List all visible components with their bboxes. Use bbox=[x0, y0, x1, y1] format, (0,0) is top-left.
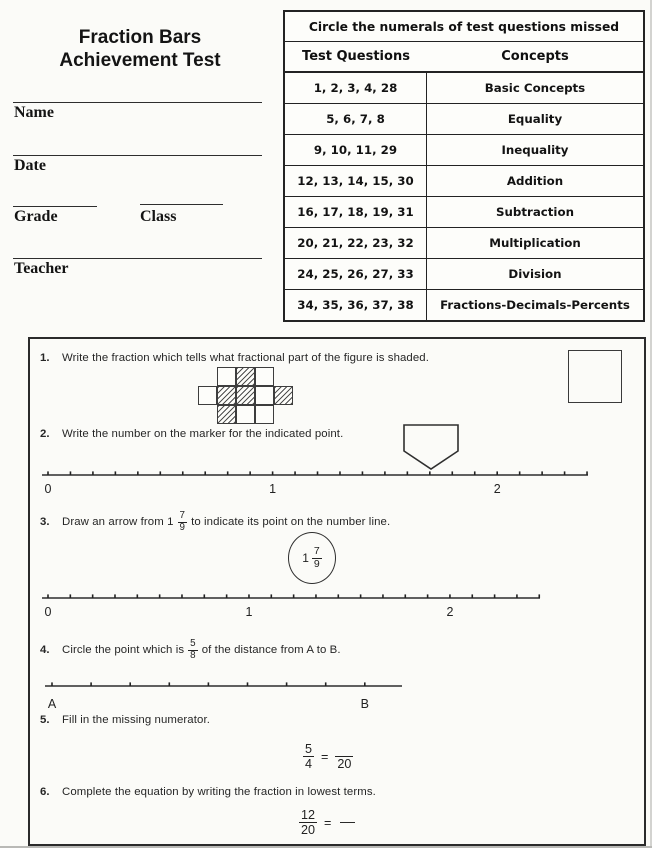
question-4 bbox=[40, 639, 341, 662]
figure-cell bbox=[198, 386, 217, 405]
score-table-row bbox=[285, 290, 643, 320]
answer-blank-line bbox=[340, 822, 355, 823]
question-2 bbox=[40, 428, 343, 440]
fraction-denominator: 9 bbox=[179, 521, 186, 533]
page-title-line2: Achievement Test bbox=[59, 50, 221, 71]
marker-pentagon bbox=[402, 423, 462, 473]
question-6 bbox=[40, 786, 376, 798]
fraction-5-4 bbox=[303, 742, 314, 772]
score-row-concept: Basic Concepts bbox=[484, 81, 586, 95]
answer-box bbox=[568, 350, 622, 403]
score-table-row bbox=[285, 135, 643, 166]
score-table-header bbox=[285, 42, 643, 73]
score-table-row bbox=[285, 197, 643, 228]
fraction-denominator: 9 bbox=[313, 557, 320, 570]
fraction-denominator: 4 bbox=[305, 757, 313, 772]
number-line-label-1: 1 bbox=[245, 605, 253, 619]
mixed-number-whole: 1 bbox=[302, 551, 309, 565]
score-row-concept: Division bbox=[508, 267, 562, 281]
score-table-title: Circle the numerals of test questions missed bbox=[285, 12, 643, 42]
question-3 bbox=[40, 511, 390, 534]
score-row-questions: 20, 21, 22, 23, 32 bbox=[285, 228, 427, 258]
date-label: Date bbox=[14, 157, 46, 174]
fraction-denominator: 8 bbox=[190, 649, 196, 661]
number-line-q2 bbox=[35, 467, 597, 501]
fraction-numerator: 5 bbox=[305, 742, 313, 756]
equals-sign: = bbox=[321, 749, 329, 764]
class-label: Class bbox=[140, 208, 177, 225]
score-row-questions: 9, 10, 11, 29 bbox=[285, 135, 427, 165]
question-3-number: 3. bbox=[40, 516, 50, 529]
question-4-text-before: Circle the point which is bbox=[62, 644, 185, 657]
question-4-number: 4. bbox=[40, 644, 50, 657]
score-table-row bbox=[285, 73, 643, 104]
column-header-concepts: Concepts bbox=[501, 49, 569, 64]
question-2-number: 2. bbox=[40, 428, 50, 440]
number-line-label-A: A bbox=[47, 697, 57, 711]
grade-label: Grade bbox=[14, 208, 58, 225]
equation-q6 bbox=[299, 808, 355, 838]
column-header-test-questions: Test Questions bbox=[302, 49, 410, 64]
question-1-text: Write the fraction which tells what fractional part of the figure is shaded. bbox=[62, 352, 430, 364]
score-row-questions: 12, 13, 14, 15, 30 bbox=[285, 166, 427, 196]
question-3-text-after: to indicate its point on the number line. bbox=[191, 516, 391, 529]
fraction-denominator: 20 bbox=[301, 823, 316, 838]
number-line-label-2: 2 bbox=[446, 605, 454, 619]
number-line-label-0: 0 bbox=[44, 482, 52, 496]
score-row-questions: 16, 17, 18, 19, 31 bbox=[285, 197, 427, 227]
fraction-blank-20 bbox=[335, 743, 353, 771]
question-1-number: 1. bbox=[40, 352, 50, 364]
figure-cell bbox=[255, 367, 274, 386]
figure-cell-shaded bbox=[217, 405, 236, 424]
name-label: Name bbox=[14, 104, 54, 121]
score-row-concept: Inequality bbox=[501, 143, 569, 157]
fraction-numerator: 7 bbox=[179, 510, 186, 521]
question-1 bbox=[40, 352, 429, 364]
figure-cell-shaded bbox=[236, 386, 255, 405]
date-line bbox=[13, 155, 262, 156]
score-table-row bbox=[285, 104, 643, 135]
question-5-text: Fill in the missing numerator. bbox=[62, 714, 210, 726]
page-title bbox=[30, 26, 250, 72]
figure-cell bbox=[236, 405, 255, 424]
equation-q5 bbox=[303, 742, 353, 772]
score-table-rows bbox=[285, 73, 643, 320]
figure-cell bbox=[255, 405, 274, 424]
segment-line-q4 bbox=[35, 678, 417, 714]
number-line-label-0: 0 bbox=[44, 605, 52, 619]
score-row-concept: Multiplication bbox=[489, 236, 581, 250]
circled-mixed-number bbox=[288, 532, 336, 584]
score-table-row bbox=[285, 166, 643, 197]
figure-cell bbox=[217, 367, 236, 386]
fraction-numerator: 12 bbox=[301, 808, 316, 822]
question-6-text: Complete the equation by writing the fraction in lowest terms. bbox=[62, 786, 376, 798]
score-row-concept: Subtraction bbox=[496, 205, 574, 219]
question-6-number: 6. bbox=[40, 786, 50, 798]
shaded-figure bbox=[198, 367, 294, 425]
fraction-12-20 bbox=[299, 808, 317, 838]
name-line bbox=[13, 102, 262, 103]
mixed-number-fraction bbox=[312, 546, 322, 571]
class-line bbox=[140, 204, 223, 205]
number-line-label-2: 2 bbox=[493, 482, 501, 496]
score-row-questions: 1, 2, 3, 4, 28 bbox=[285, 73, 427, 103]
equals-sign: = bbox=[324, 815, 332, 830]
question-5-number: 5. bbox=[40, 714, 50, 726]
score-row-concept: Fractions-Decimals-Percents bbox=[440, 298, 630, 312]
figure-cell bbox=[255, 386, 274, 405]
score-row-questions: 34, 35, 36, 37, 38 bbox=[285, 290, 427, 320]
inline-fraction-5-8 bbox=[188, 639, 198, 662]
score-row-concept: Equality bbox=[507, 112, 563, 126]
figure-cell-shaded bbox=[217, 386, 236, 405]
figure-cell-shaded bbox=[236, 367, 255, 386]
grade-line bbox=[13, 206, 97, 207]
number-line-q3 bbox=[35, 590, 557, 624]
score-row-questions: 24, 25, 26, 27, 33 bbox=[285, 259, 427, 289]
question-5 bbox=[40, 714, 210, 726]
score-table-row bbox=[285, 228, 643, 259]
fraction-numerator: 5 bbox=[190, 638, 196, 649]
page-title-line1: Fraction Bars bbox=[78, 27, 202, 48]
number-line-label-B: B bbox=[360, 697, 369, 711]
score-row-concept: Addition bbox=[506, 174, 564, 188]
teacher-line bbox=[13, 258, 262, 259]
number-line-label-1: 1 bbox=[269, 482, 277, 496]
question-3-text-before: Draw an arrow from 1 bbox=[62, 516, 174, 529]
fraction-numerator-blank bbox=[342, 743, 346, 756]
question-2-text: Write the number on the marker for the indicated point. bbox=[62, 428, 344, 440]
score-table bbox=[283, 10, 645, 322]
fraction-denominator: 20 bbox=[337, 756, 352, 771]
fraction-numerator: 7 bbox=[313, 544, 320, 557]
question-4-text-after: of the distance from A to B. bbox=[201, 644, 341, 657]
teacher-label: Teacher bbox=[14, 260, 69, 277]
score-table-row bbox=[285, 259, 643, 290]
figure-cell-shaded bbox=[274, 386, 293, 405]
inline-fraction-7-9 bbox=[178, 511, 188, 534]
score-row-questions: 5, 6, 7, 8 bbox=[285, 104, 427, 134]
